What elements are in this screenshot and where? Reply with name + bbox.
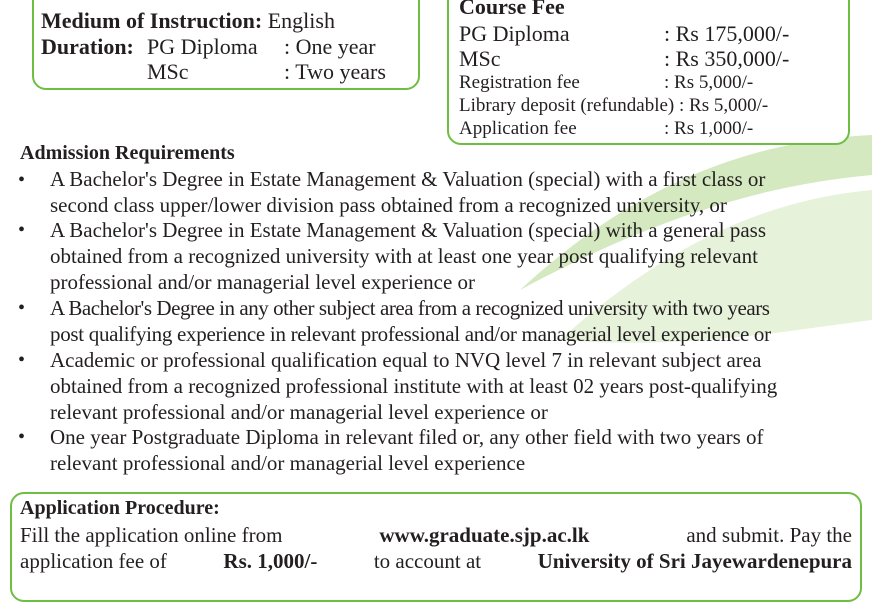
medium-label: Medium of Instruction: xyxy=(41,8,263,33)
duration-line-1 xyxy=(41,34,134,60)
requirement-4-line-2: obtained from a recognized professional institute with at least 02 years post-qualifying xyxy=(50,374,778,398)
fee-label-pg: PG Diploma xyxy=(459,21,570,46)
duration-program-2: MSc xyxy=(147,59,189,84)
application-line-2 xyxy=(20,549,852,574)
application-heading: Application Procedure: xyxy=(20,497,220,519)
requirement-5-line-2: relevant professional and/or managerial level experience xyxy=(50,451,526,475)
bullet-2: • xyxy=(18,219,26,241)
application-line-2-pre: application fee of xyxy=(20,549,167,573)
fee-value-registration: : Rs 5,000/- xyxy=(664,72,754,93)
fee-label-registration: Registration fee xyxy=(459,72,580,93)
duration-label: Duration: xyxy=(41,34,134,59)
requirement-4-line-1: Academic or professional qualification equal to NVQ level 7 in relevant subject area xyxy=(50,348,762,372)
requirement-1-line-2: second class upper/lower division pass obtained from a recognized university, or xyxy=(50,193,727,217)
application-line-2-mid: to account at xyxy=(373,549,482,573)
application-fee-amount: Rs. 1,000/- xyxy=(223,549,318,573)
fee-value-pg: : Rs 175,000/- xyxy=(664,21,790,46)
bullet-1: • xyxy=(18,169,26,191)
duration-value-1: : One year xyxy=(284,34,376,59)
bullet-3: • xyxy=(18,297,26,319)
requirement-3-line-1: A Bachelor's Degree in any other subject area from a recognized university with two years xyxy=(50,296,770,320)
university-account-name: University of Sri Jayewardenepura xyxy=(537,549,852,573)
fee-value-library: : Rs 5,000/- xyxy=(679,95,769,116)
bullet-4: • xyxy=(18,349,26,371)
requirement-4-line-3: relevant professional and/or managerial level experience or xyxy=(50,400,548,424)
fee-label-library xyxy=(459,95,768,117)
requirement-5-line-1: One year Postgraduate Diploma in relevant filed or, any other field with two years of xyxy=(50,425,764,449)
requirement-1-line-1: A Bachelor's Degree in Estate Management & Valuation (special) with a first class or xyxy=(50,167,766,191)
requirement-2-line-3: professional and/or managerial level experience or xyxy=(50,270,476,294)
duration-value-2: : Two years xyxy=(284,59,386,84)
course-fee-title: Course Fee xyxy=(459,0,565,19)
requirement-2-line-1: A Bachelor's Degree in Estate Management & Valuation (special) with a general pass xyxy=(50,218,766,242)
medium-value: English xyxy=(267,8,335,33)
admission-heading: Admission Requirements xyxy=(20,142,235,164)
bullet-5: • xyxy=(18,426,26,448)
fee-label-application: Application fee xyxy=(459,118,577,139)
application-url[interactable]: www.graduate.sjp.ac.lk xyxy=(379,523,590,547)
medium-line xyxy=(41,8,335,34)
application-line-1 xyxy=(20,523,852,548)
fee-value-application: : Rs 1,000/- xyxy=(664,118,754,139)
fee-value-msc: : Rs 350,000/- xyxy=(664,46,790,71)
fee-label-library-text: Library deposit (refundable) xyxy=(459,95,675,116)
duration-program-1: PG Diploma xyxy=(147,34,258,59)
application-line-1-pre: Fill the application online from xyxy=(20,523,283,547)
fee-label-msc: MSc xyxy=(459,46,501,71)
application-line-1-post: and submit. Pay the xyxy=(686,523,852,547)
requirement-3-line-2: post qualifying experience in relevant professional and/or managerial level experience or xyxy=(50,322,771,346)
requirement-2-line-2: obtained from a recognized university with at least one year post qualifying relevant xyxy=(50,244,758,268)
